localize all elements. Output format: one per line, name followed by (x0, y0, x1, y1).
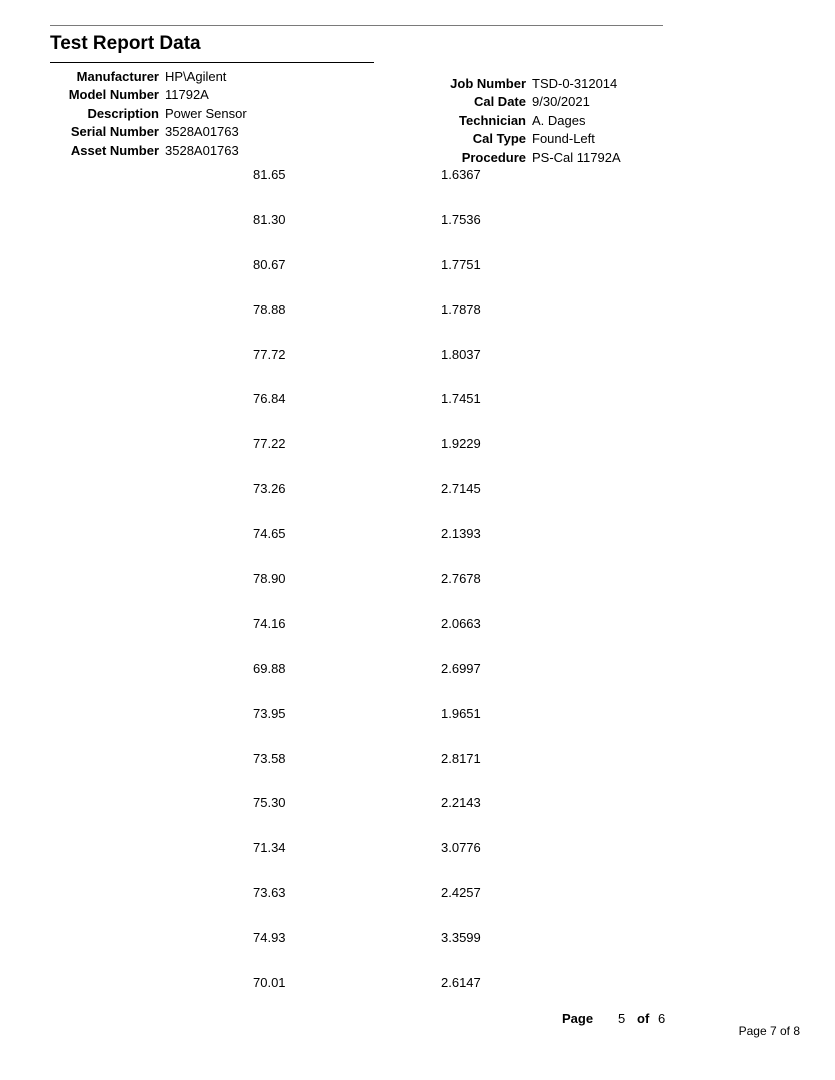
page-current: 5 (618, 1011, 626, 1026)
info-label: Cal Type (472, 131, 526, 147)
measured-value-cell: 76.84 (253, 391, 286, 407)
measured-value-cell: 78.90 (253, 571, 286, 587)
measured-value-cell: 81.65 (253, 167, 286, 182)
uncertainty-cell: 1.7751 (441, 256, 481, 272)
info-value: PS-Cal 11792A (532, 149, 621, 165)
uncertainty-cell: 1.9229 (441, 436, 481, 452)
info-label: Job Number (450, 76, 526, 91)
uncertainty-cell: 2.0663 (441, 615, 481, 631)
measured-value-cell: 70.01 (253, 975, 286, 991)
info-label: Technician (459, 112, 526, 128)
measured-value-cell: 74.93 (253, 930, 286, 946)
top-rule (50, 25, 663, 26)
uncertainty-cell: 1.7451 (441, 391, 481, 407)
info-value: Power Sensor (165, 105, 247, 121)
info-value: TSD-0-312014 (532, 76, 618, 91)
uncertainty-cell: 1.6367 (441, 167, 481, 182)
info-row-job-number (420, 75, 621, 93)
info-label: Procedure (461, 149, 526, 165)
info-row-description (50, 105, 247, 123)
info-value: 3528A01763 (165, 124, 239, 140)
measured-value-cell: 73.63 (253, 885, 286, 901)
info-value: 3528A01763 (165, 142, 239, 158)
info-label: Asset Number (70, 142, 159, 158)
info-label: Description (87, 105, 159, 121)
info-label: Serial Number (70, 124, 159, 140)
info-value: Found-Left (532, 131, 595, 147)
info-row-procedure (420, 149, 621, 167)
document-page-number: Page 7 of 8 (738, 1024, 800, 1038)
info-label: Manufacturer (76, 69, 159, 84)
uncertainty-cell: 2.7678 (441, 571, 481, 587)
uncertainty-cell: 2.8171 (441, 750, 481, 766)
info-row-asset-number (50, 142, 247, 160)
title-underline (50, 62, 374, 63)
measured-value-cell: 69.88 (253, 660, 286, 676)
job-info (420, 75, 621, 167)
uncertainty-cell: 3.0776 (441, 840, 481, 856)
page-total: 6 (658, 1011, 666, 1026)
measured-value-cell: 75.30 (253, 795, 286, 811)
info-row-technician (420, 112, 621, 130)
measured-value-cell: 78.88 (253, 301, 286, 317)
uncertainty-cell: 2.1393 (441, 526, 481, 542)
info-row-cal-date (420, 93, 621, 111)
uncertainty-cell: 2.2143 (441, 795, 481, 811)
page-of-label: of (637, 1011, 650, 1026)
uncertainty-cell: 1.7878 (441, 301, 481, 317)
uncertainty-cell: 3.3599 (441, 930, 481, 946)
uncertainty-cell: 2.7145 (441, 481, 481, 497)
uncertainty-cell: 2.6147 (441, 975, 481, 991)
measured-value-cell: 74.65 (253, 526, 286, 542)
measured-value-cell: 80.67 (253, 256, 286, 272)
page-label: Page (562, 1011, 594, 1026)
uncertainty-cell: 1.8037 (441, 346, 481, 362)
measured-value-cell: 81.30 (253, 211, 286, 227)
info-row-model-number (50, 86, 247, 104)
uncertainty-cell: 2.6997 (441, 660, 481, 676)
info-row-serial-number (50, 123, 247, 141)
info-row-manufacturer (50, 68, 247, 86)
measured-value-cell: 73.95 (253, 705, 286, 721)
measured-value-cell: 77.22 (253, 436, 286, 452)
info-value: 9/30/2021 (532, 94, 590, 110)
info-value: HP\Agilent (165, 69, 227, 84)
report-title: Test Report Data (50, 33, 201, 54)
info-label: Cal Date (473, 94, 526, 110)
uncertainty-cell: 1.9651 (441, 705, 481, 721)
measured-value-cell: 74.16 (253, 615, 286, 631)
measured-value-cell: 73.58 (253, 750, 286, 766)
measured-value-cell: 77.72 (253, 346, 286, 362)
info-value: 11792A (165, 87, 209, 103)
info-row-cal-type (420, 130, 621, 148)
measured-value-cell: 73.26 (253, 481, 286, 497)
measured-value-cell: 71.34 (253, 840, 286, 856)
uncertainty-cell: 2.4257 (441, 885, 481, 901)
info-value: A. Dages (532, 112, 586, 128)
instrument-info (50, 68, 247, 160)
uncertainty-cell: 1.7536 (441, 211, 481, 227)
info-label: Model Number (68, 87, 159, 103)
